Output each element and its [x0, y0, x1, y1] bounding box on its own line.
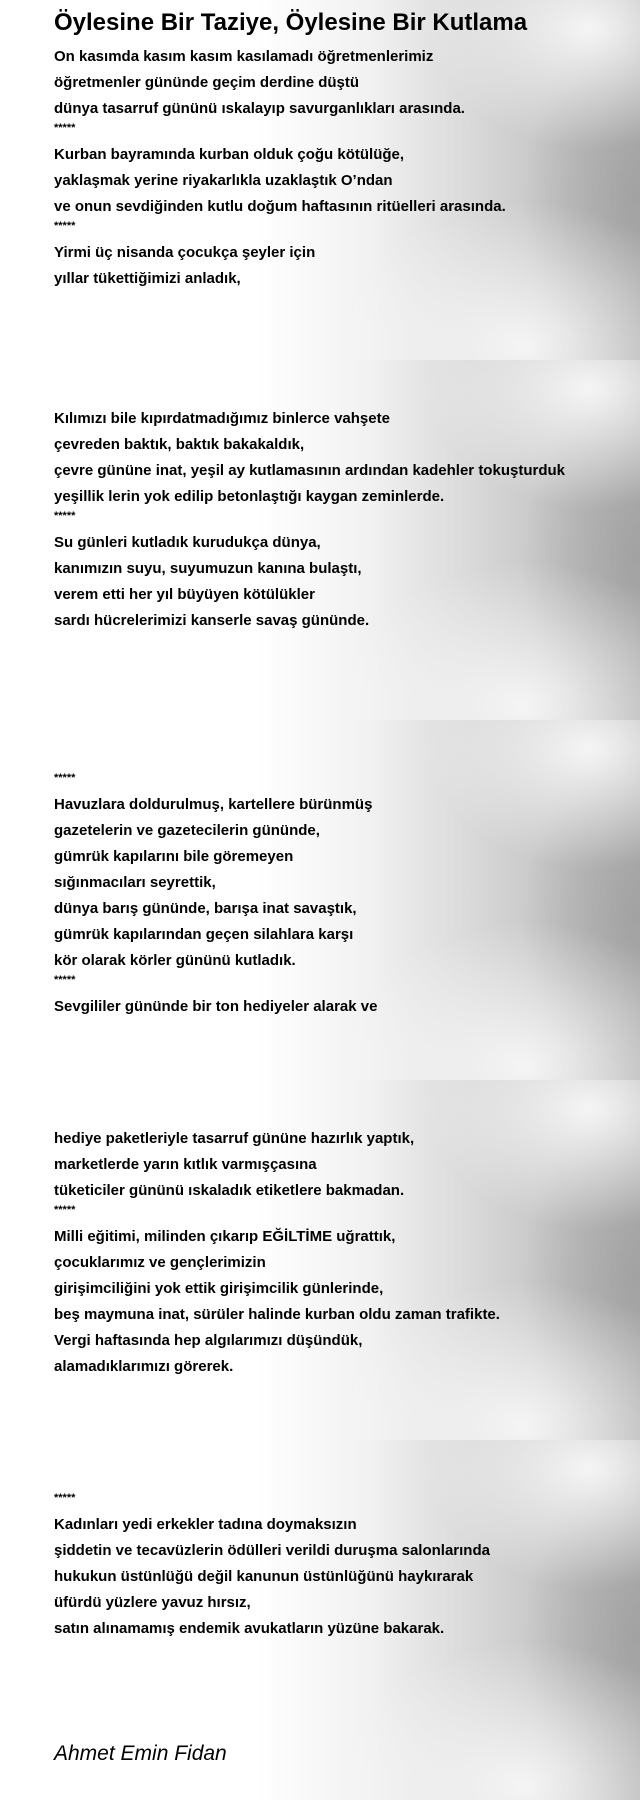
poem-line: sardı hücrelerimizi kanserle savaş gününde. — [54, 612, 370, 629]
poem-line: Kadınları yedi erkekler tadına doymaksızın — [54, 1516, 357, 1533]
poem-line: Havuzlara doldurulmuş, kartellere bürünmüş — [54, 796, 373, 813]
stanza-separator: ***** — [54, 1204, 76, 1216]
poem-line: yıllar tükettiğimizi anladık, — [54, 270, 241, 287]
stanza-separator: ***** — [54, 220, 76, 232]
poem-line: kanımızın suyu, suyumuzun kanına bulaştı, — [54, 560, 362, 577]
poem-panel-1 — [0, 0, 640, 360]
poem-line: Sevgililer gününde bir ton hediyeler alarak ve — [54, 998, 378, 1015]
stanza-separator: ***** — [54, 974, 76, 986]
poem-panel-4 — [0, 1080, 640, 1440]
stanza-block-2 — [54, 406, 630, 634]
poem-line: sığınmacıları seyrettik, — [54, 874, 216, 891]
stanza-separator: ***** — [54, 510, 76, 522]
poem-line: marketlerde yarın kıtlık varmışçasına — [54, 1156, 317, 1173]
poem-line: satın alınamamış endemik avukatların yüzüne bakarak. — [54, 1620, 445, 1637]
stanza-block-5 — [54, 1492, 630, 1642]
poem-title: Öylesine Bir Taziye, Öylesine Bir Kutlama — [54, 9, 528, 36]
poem-line: yaklaşmak yerine riyakarlıkla uzaklaştık O’ndan — [54, 172, 393, 189]
poem-line: ve onun sevdiğinden kutlu doğum haftasının ritüelleri arasında. — [54, 198, 506, 215]
poem-line: gümrük kapılarından geçen silahlara karşı — [54, 926, 354, 943]
poem-line: tüketiciler gününü ıskaladık etiketlere bakmadan. — [54, 1182, 405, 1199]
poem-line: öğretmenler gününde geçim derdine düştü — [54, 74, 360, 91]
poem-line: gümrük kapılarını bile göremeyen — [54, 848, 294, 865]
poem-line: verem etti her yıl büyüyen kötülükler — [54, 586, 315, 603]
poem-line: çocuklarımız ve gençlerimizin — [54, 1254, 266, 1271]
stanza-block-1 — [54, 8, 630, 292]
author-name: Ahmet Emin Fidan — [54, 1742, 227, 1765]
poem-line: hediye paketleriyle tasarruf gününe hazırlık yaptık, — [54, 1130, 415, 1147]
poem-line: dünya barış gününde, barışa inat savaştık, — [54, 900, 357, 917]
poem-line: şiddetin ve tecavüzlerin ödülleri verildi duruşma salonlarında — [54, 1542, 490, 1559]
poem-line: On kasımda kasım kasım kasılamadı öğretmenlerimiz — [54, 48, 434, 65]
poem-line: Milli eğitimi, milinden çıkarıp EĞİLTİME uğrattık, — [54, 1228, 396, 1245]
poem-line: Kurban bayramında kurban olduk çoğu kötülüğe, — [54, 146, 405, 163]
poem-line: Yirmi üç nisanda çocukça şeyler için — [54, 244, 316, 261]
poem-line: Su günleri kutladık kurudukça dünya, — [54, 534, 321, 551]
poem-line: Vergi haftasında hep algılarımızı düşündük, — [54, 1332, 363, 1349]
poem-panel-5 — [0, 1440, 640, 1800]
poem-line: çevre gününe inat, yeşil ay kutlamasının ardından kadehler tokuşturduk — [54, 462, 565, 479]
stanza-separator: ***** — [54, 122, 76, 134]
stanza-block-3 — [54, 772, 630, 1020]
poem-panel-3 — [0, 720, 640, 1080]
poem-line: yeşillik lerin yok edilip betonlaştığı kaygan zeminlerde. — [54, 488, 445, 505]
stanza-separator: ***** — [54, 1492, 76, 1504]
poem-line: alamadıklarımızı görerek. — [54, 1358, 234, 1375]
poem-line: çevreden baktık, baktık bakakaldık, — [54, 436, 305, 453]
poem-line: gazetelerin ve gazetecilerin gününde, — [54, 822, 320, 839]
poem-line: hukukun üstünlüğü değil kanunun üstünlüğünü haykırarak — [54, 1568, 474, 1585]
poem-line: kör olarak körler gününü kutladık. — [54, 952, 296, 969]
poem-line: Kılımızı bile kıpırdatmadığımız binlerce vahşete — [54, 410, 390, 427]
poem-line: girişimciliğini yok ettik girişimcilik günlerinde, — [54, 1280, 384, 1297]
poem-panel-2 — [0, 360, 640, 720]
stanza-separator: ***** — [54, 772, 76, 784]
poem-line: üfürdü yüzlere yavuz hırsız, — [54, 1594, 251, 1611]
poem-line: dünya tasarruf gününü ıskalayıp savurganlıkları arasında. — [54, 100, 465, 117]
poem-line: beş maymuna inat, sürüler halinde kurban oldu zaman trafikte. — [54, 1306, 500, 1323]
stanza-block-4 — [54, 1126, 630, 1380]
